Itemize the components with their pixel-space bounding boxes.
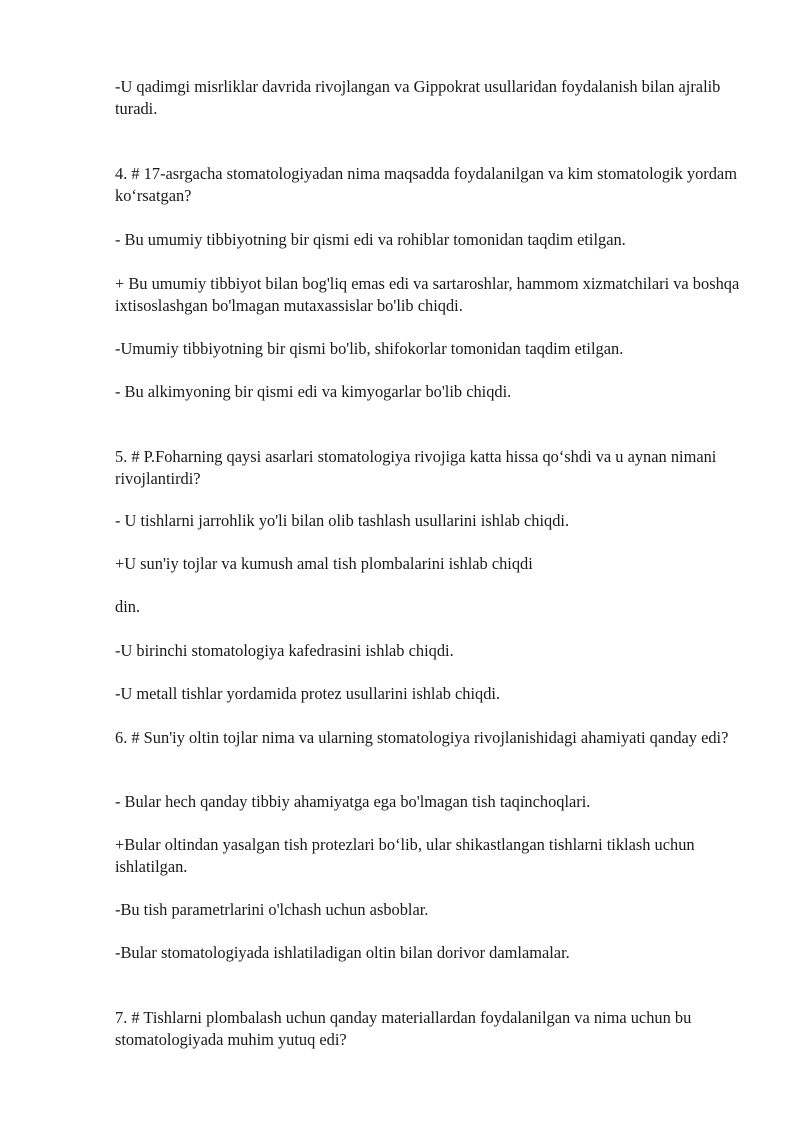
answer-option: - Bu alkimyoning bir qismi edi va kimyogarlar bo'lib chiqdi.: [115, 382, 512, 401]
answer-option: -U qadimgi misrliklar davrida rivojlangan va Gippokrat usullaridan foydalanish bilan ajralib turadi.: [115, 77, 721, 118]
answer-option: -Bular stomatologiyada ishlatiladigan oltin bilan dorivor damlamalar.: [115, 943, 570, 962]
answer-option: - U tishlarni jarrohlik yo'li bilan olib tashlash usullarini ishlab chiqdi.: [115, 511, 570, 530]
answer-option-correct: +Bular oltindan yasalgan tish protezlari boʻlib, ular shikastlangan tishlarni tiklash uchun ishlatilgan.: [115, 835, 695, 876]
question-4: 4. # 17-asrgacha stomatologiyadan nima maqsadda foydalanilgan va kim stomatologik yordam koʻrsatgan?: [115, 164, 737, 205]
answer-option: - Bu umumiy tibbiyotning bir qismi edi va rohiblar tomonidan taqdim etilgan.: [115, 230, 626, 249]
answer-option-correct: + Bu umumiy tibbiyot bilan bog'liq emas edi va sartaroshlar, hammom xizmatchilari va boshqa ixtisoslashgan bo'lmagan mutaxassislar bo'lib chiqdi.: [115, 274, 740, 315]
question-5: 5. # P.Foharning qaysi asarlari stomatologiya rivojiga katta hissa qoʻshdi va u aynan nimani rivojlantirdi?: [115, 447, 717, 488]
answer-option-correct: +U sun'iy tojlar va kumush amal tish plombalarini ishlab chiqdi: [115, 554, 533, 573]
answer-option: -U birinchi stomatologiya kafedrasini ishlab chiqdi.: [115, 641, 454, 660]
answer-option: -Umumiy tibbiyotning bir qismi bo'lib, shifokorlar tomonidan taqdim etilgan.: [115, 339, 624, 358]
answer-option: -U metall tishlar yordamida protez usullarini ishlab chiqdi.: [115, 684, 501, 703]
question-6: 6. # Sun'iy oltin tojlar nima va ularning stomatologiya rivojlanishidagi ahamiyati qanday edi?: [115, 728, 729, 747]
answer-option: - Bular hech qanday tibbiy ahamiyatga ega bo'lmagan tish taqinchoqlari.: [115, 792, 591, 811]
text-fragment: din.: [115, 597, 141, 616]
question-7: 7. # Tishlarni plombalash uchun qanday materiallardan foydalanilgan va nima uchun bu stomatologiyada muhim yutuq edi?: [115, 1008, 692, 1049]
answer-option: -Bu tish parametrlarini o'lchash uchun asboblar.: [115, 900, 429, 919]
